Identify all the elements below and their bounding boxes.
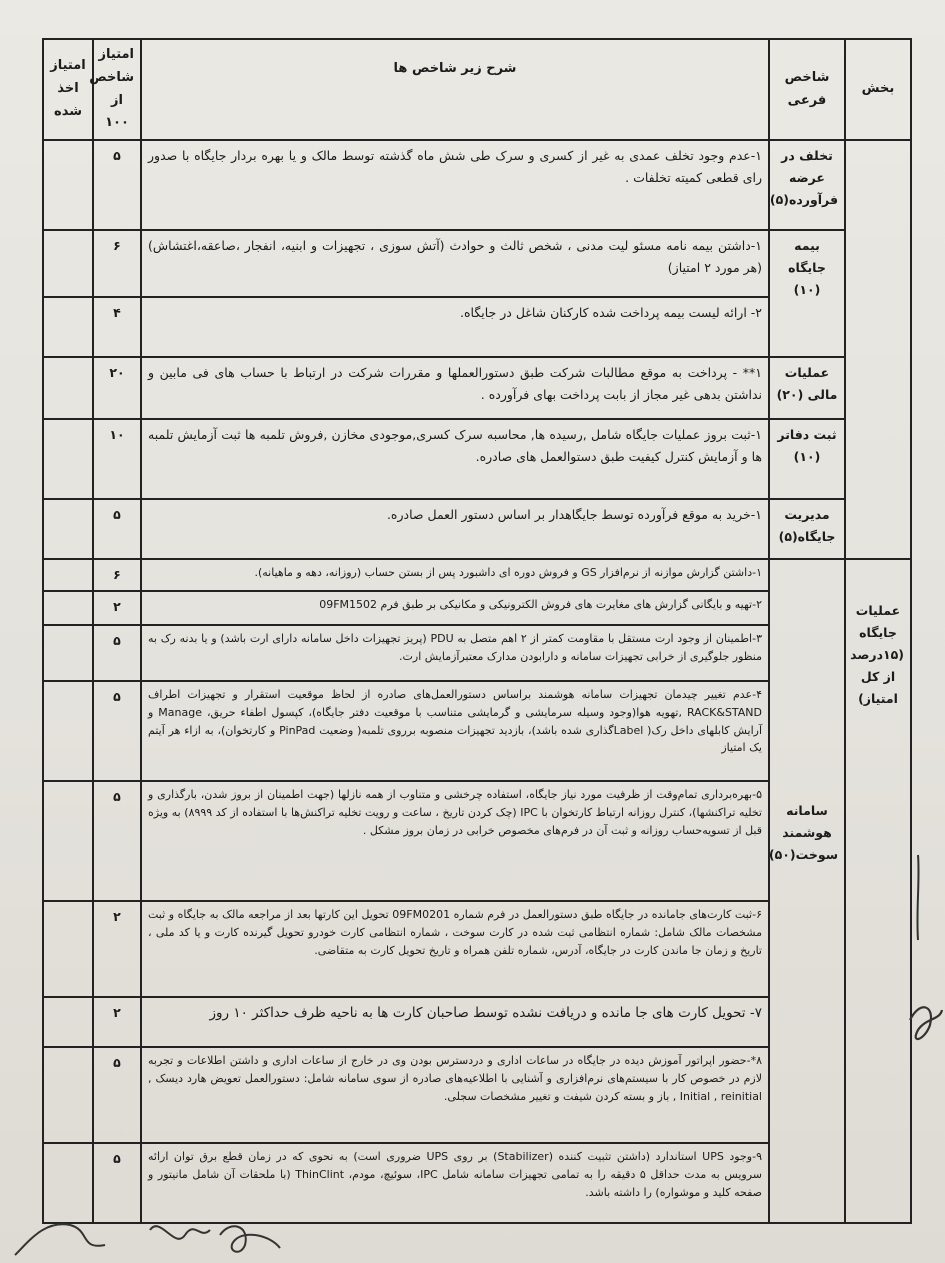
row-score: ۴ [93,297,141,357]
row-obtained-score [43,297,93,357]
row-obtained-score [43,230,93,297]
row-obtained-score [43,591,93,625]
row-description: ۱-عدم وجود تخلف عمدی به غیر از کسری و سرک طی شش ماه گذشته توسط مالک و یا بهره بردار جایگاه با صدور رای قطعی کمیته تخلفات . [141,140,769,230]
evaluation-table [42,38,912,1224]
row-description: ۷- تحویل کارت های جا مانده و دریافت نشده توسط صاحبان کارت ها به ناحیه ظرف حداکثر ۱۰ روز [141,997,769,1047]
row-description: ۹-وجود UPS استاندارد (داشتن تثبیت کننده (Stabilizer) بر روی UPS ضروری است) به نحوی که در زمان قطع برق توان ارائه سرویس به مدت حداقل ۵ دقیقه را به تمامی تجهیزات سامانه شامل IPC، سوئیچ، مودم، ThinClint (با ملحقات آن شامل مانیتور و صفحه کلید و موشواره) را داشته باشد. [141,1143,769,1223]
header-score: امتیاز شاخص از ۱۰۰ [93,39,141,140]
row-score: ۶ [93,559,141,591]
row-obtained-score [43,1047,93,1143]
row-score: ۵ [93,625,141,681]
row-obtained-score [43,781,93,901]
table-row [43,357,911,419]
row-score: ۲ [93,997,141,1047]
sub-index-label: بیمه جایگاه (۱۰) [769,230,845,357]
row-score: ۱۰ [93,419,141,499]
sub-index-label: عملیات مالی (۲۰) [769,357,845,419]
row-score: ۲۰ [93,357,141,419]
margin-handwriting-mark [880,850,945,1060]
header-row [43,39,911,140]
sub-index-label: مدیریت جایگاه(۵) [769,499,845,559]
row-description: ۸*-حضور اپراتور آموزش دیده در جایگاه در ساعات اداری و دردسترس بودن وی در خارج از ساعات اداری و داشتن اطلاعات و تجربه لازم در خصوص کار با سیستم‌های نرم‌افزاری و آشنایی با اطلاعیه‌های صادره از سوی سامانه شامل: دستورالعمل تعویض هارد دیسک , Initial , reinitial , باز و بسته کردن شیفت و تغییر مشخصات سجلی. [141,1047,769,1143]
handwritten-signatures [10,1200,370,1260]
row-obtained-score [43,499,93,559]
table-row [43,559,911,591]
row-description: ۳-اطمینان از وجود ارت مستقل با مقاومت کمتر از ۲ اهم متصل به PDU (پریز تجهیزات داخل سامانه دارای ارت باشد) و یا بدنه رک به منظور جلوگیری از خرابی تجهیزات سامانه و دارابودن مدارک معتبرآزمایش ارت. [141,625,769,681]
row-score: ۵ [93,499,141,559]
row-description: ۶-ثبت کارت‌های جامانده در جایگاه طبق دستورالعمل در فرم شماره 09FM0201 تحویل این کارتها بعد از مراجعه مالک به جایگاه و ثبت مشخصات مالک شامل: شماره انتظامی ثبت شده در کارت سوخت ، شماره انتظامی کارت خودرو تحویل گیرنده کارت و یا کد ملی ، تاریخ و زمان جا ماندن کارت در جایگاه، آدرس، شماره تلفن همراه و تاریخ تحویل کارت به متقاضی. [141,901,769,997]
row-description: ۲- ارائه لیست بیمه پرداخت شده کارکنان شاغل در جایگاه. [141,297,769,357]
row-obtained-score [43,559,93,591]
row-score: ۵ [93,681,141,781]
row-obtained-score [43,625,93,681]
table-row [43,140,911,230]
table-row [43,230,911,297]
row-description: ۲-تهیه و بایگانی گزارش های مغایرت های فروش الکترونیکی و مکانیکی بر طبق فرم 09FM1502 [141,591,769,625]
row-score: ۲ [93,591,141,625]
row-description: ۵-بهره‌برداری تمام‌وقت از ظرفیت مورد نیاز جایگاه، استفاده چرخشی و متناوب از همه نازلها (جهت اطمینان از بروز شدن، بارگذاری و تخلیه تراکنشها)، کنترل روزانه ارتباط کارتخوان با IPC (چک کردن تاریخ ، ساعت و رویت تخلیه تراکنش‌ها با استفاده از کد ۸۹۹۹) به ویژه قبل از تسویه‌حساب روزانه و ثبت آن در فرم‌های مخصوص خرابی در زمان بروز مشکل . [141,781,769,901]
sub-index-smart-fuel: سامانه هوشمند سوخت(۵۰) [769,559,845,1223]
row-description: ۴-عدم تغییر چیدمان تجهیزات سامانه هوشمند براساس دستورالعمل‌های صادره از لحاظ موقعیت استقرار و تجهیزات اطراف RACK&STAND ,تهویه هوا(وجود وسیله سرمایشی و گرمایشی متناسب با موقعیت دفتر جایگاه)، کپسول اطفاء حریق، Manage و آرایش کابلهای داخل رک( Labelگذاری شده باشد)، بازدید تجهیزات منصوبه برروی تلمبه( وضعیت PinPad و کارتخوان)، به ازاء هر آیتم یک امتیاز [141,681,769,781]
table-row [43,499,911,559]
row-description: ۱-خرید به موقع فرآورده توسط جایگاهدار بر اساس دستور العمل صادره. [141,499,769,559]
sub-index-label: تخلف در عرضه فرآورده(۵) [769,140,845,230]
section-cell-empty [845,140,911,559]
row-description: ۱** - پرداخت به موقع مطالبات شرکت طبق دستورالعملها و مقررات شرکت در ارتباط با حساب های فی مابین و نداشتن بدهی غیر مجاز از بابت پرداخت بهای فرآورده . [141,357,769,419]
row-score: ۶ [93,230,141,297]
header-obtained: امتیاز اخذ شده [43,39,93,140]
section-operations-label: عملیات جایگاه (۱۵درصد از کل امتیاز) [845,559,911,1223]
row-description: ۱-داشتن بیمه نامه مسئو لیت مدنی ، شخص ثالث و حوادث (آتش سوزی ، تجهیزات و ابنیه، انفجار ،صاعقه،اغتشاش)(هر مورد ۲ امتیاز) [141,230,769,297]
row-score: ۵ [93,1143,141,1223]
row-obtained-score [43,419,93,499]
row-description: ۱-داشتن گزارش موازنه از نرم‌افزار GS و فروش دوره ای داشبورد پس از بستن حساب (روزانه، دهه و ماهیانه). [141,559,769,591]
header-sub-index: شاخص فرعی [769,39,845,140]
row-obtained-score [43,997,93,1047]
sub-index-label: ثبت دفاتر (۱۰) [769,419,845,499]
header-description: شرح زیر شاخص ها [141,39,769,140]
row-score: ۵ [93,781,141,901]
row-obtained-score [43,901,93,997]
table-row [43,419,911,499]
row-obtained-score [43,357,93,419]
row-description: ۱-ثبت بروز عملیات جایگاه شامل ,رسیده ها, محاسبه سرک کسری,موجودی مخازن ,فروش تلمبه ها ثبت آزمایش تلمبه ها و آزمایش کنترل کیفیت طبق دستوالعمل های صادره. [141,419,769,499]
row-score: ۵ [93,140,141,230]
row-score: ۵ [93,1047,141,1143]
header-section: بخش [845,39,911,140]
row-score: ۲ [93,901,141,997]
row-obtained-score [43,681,93,781]
row-obtained-score [43,140,93,230]
